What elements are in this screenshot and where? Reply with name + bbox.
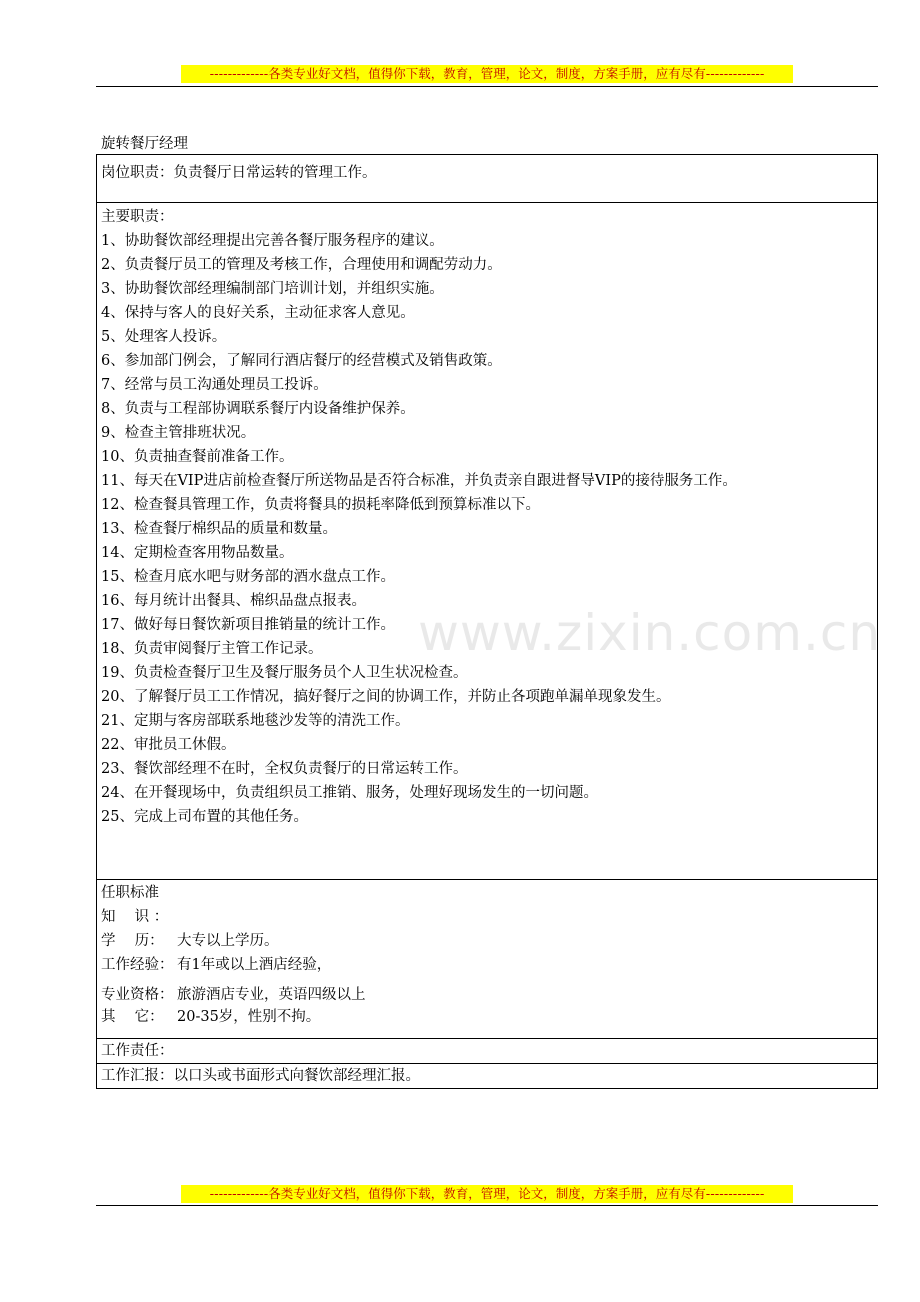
education-line bbox=[101, 929, 877, 953]
duties-heading: 主要职责： bbox=[101, 209, 174, 225]
duty-item: 19、负责检查餐厅卫生及餐厅服务员个人卫生状况检查。 bbox=[101, 665, 468, 681]
duty-item: 4、保持与客人的良好关系，主动征求客人意见。 bbox=[101, 305, 415, 321]
qualification-value: 旅游酒店专业，英语四级以上 bbox=[177, 987, 366, 1003]
requirements-heading: 任职标准 bbox=[101, 885, 159, 901]
reporting-row bbox=[97, 1064, 878, 1089]
education-value: 大专以上学历。 bbox=[177, 933, 279, 949]
duty-item: 14、定期检查客用物品数量。 bbox=[101, 545, 294, 561]
duty-item: 20、了解餐厅员工工作情况，搞好餐厅之间的协调工作，并防止各项跑单漏单现象发生。 bbox=[101, 689, 671, 705]
responsibility-row bbox=[97, 1039, 878, 1064]
duties-row bbox=[97, 203, 878, 880]
responsibility-text: 工作责任： bbox=[101, 1043, 174, 1059]
knowledge-label: 知 识 ： bbox=[101, 909, 169, 925]
duty-item: 9、检查主管排班状况。 bbox=[101, 425, 256, 441]
duty-item: 25、完成上司布置的其他任务。 bbox=[101, 809, 308, 825]
summary-cell bbox=[97, 155, 878, 203]
duty-item: 3、协助餐饮部经理编制部门培训计划，并组织实施。 bbox=[101, 281, 444, 297]
footer-banner: -------------各类专业好文档，值得你下载，教育，管理，论文，制度，方案手册，应有尽有------------- bbox=[181, 1185, 793, 1203]
knowledge-line bbox=[101, 905, 877, 929]
duty-item: 15、检查月底水吧与财务部的酒水盘点工作。 bbox=[101, 569, 395, 585]
header-rule bbox=[96, 86, 878, 87]
requirements-cell bbox=[97, 880, 878, 1039]
duty-item: 7、经常与员工沟通处理员工投诉。 bbox=[101, 377, 328, 393]
other-line bbox=[101, 1005, 877, 1029]
experience-line bbox=[101, 953, 877, 977]
duty-item: 16、每月统计出餐具、棉织品盘点报表。 bbox=[101, 593, 366, 609]
job-summary-text: 岗位职责：负责餐厅日常运转的管理工作。 bbox=[101, 165, 377, 181]
duty-item: 10、负责抽查餐前准备工作。 bbox=[101, 449, 294, 465]
duty-item: 17、做好每日餐饮新项目推销量的统计工作。 bbox=[101, 617, 395, 633]
qualification-line bbox=[101, 977, 877, 1005]
duty-item: 22、审批员工休假。 bbox=[101, 737, 236, 753]
summary-row bbox=[97, 155, 878, 203]
duty-item: 5、处理客人投诉。 bbox=[101, 329, 227, 345]
duty-item: 21、定期与客房部联系地毯沙发等的清洗工作。 bbox=[101, 713, 410, 729]
duty-item: 23、餐饮部经理不在时，全权负责餐厅的日常运转工作。 bbox=[101, 761, 468, 777]
duty-item: 24、在开餐现场中，负责组织员工推销、服务，处理好现场发生的一切问题。 bbox=[101, 785, 598, 801]
reporting-text: 工作汇报：以口头或书面形式向餐饮部经理汇报。 bbox=[101, 1068, 420, 1084]
duty-item: 18、负责审阅餐厅主管工作记录。 bbox=[101, 641, 323, 657]
other-value: 20-35岁，性别不拘。 bbox=[177, 1009, 321, 1025]
header-banner: -------------各类专业好文档，值得你下载，教育，管理，论文，制度，方案手册，应有尽有------------- bbox=[181, 65, 793, 83]
duties-cell bbox=[97, 203, 878, 880]
document-title: 旋转餐厅经理 bbox=[101, 136, 188, 152]
duty-item: 6、参加部门例会，了解同行酒店餐厅的经营模式及销售政策。 bbox=[101, 353, 502, 369]
duty-item: 11、每天在VIP进店前检查餐厅所送物品是否符合标准，并负责亲自跟进督导VIP的接待服务工作。 bbox=[101, 473, 737, 489]
qualification-label: 专业资格： bbox=[101, 987, 174, 1003]
experience-label: 工作经验： bbox=[101, 957, 174, 973]
footer-rule bbox=[96, 1205, 878, 1206]
education-label: 学 历： bbox=[101, 933, 164, 949]
duty-item: 13、检查餐厅棉织品的质量和数量。 bbox=[101, 521, 337, 537]
other-label: 其 它： bbox=[101, 1009, 164, 1025]
requirements-row bbox=[97, 880, 878, 1039]
reporting-cell bbox=[97, 1064, 878, 1089]
experience-value: 有1年或以上酒店经验， bbox=[177, 957, 332, 973]
duty-item: 2、负责餐厅员工的管理及考核工作，合理使用和调配劳动力。 bbox=[101, 257, 502, 273]
duty-item: 12、检查餐具管理工作，负责将餐具的损耗率降低到预算标准以下。 bbox=[101, 497, 540, 513]
watermark: www.zixin.com.cn bbox=[418, 604, 882, 662]
job-description-table bbox=[96, 154, 878, 1089]
duty-item: 1、协助餐饮部经理提出完善各餐厅服务程序的建议。 bbox=[101, 233, 444, 249]
responsibility-cell bbox=[97, 1039, 878, 1064]
duty-item: 8、负责与工程部协调联系餐厅内设备维护保养。 bbox=[101, 401, 415, 417]
